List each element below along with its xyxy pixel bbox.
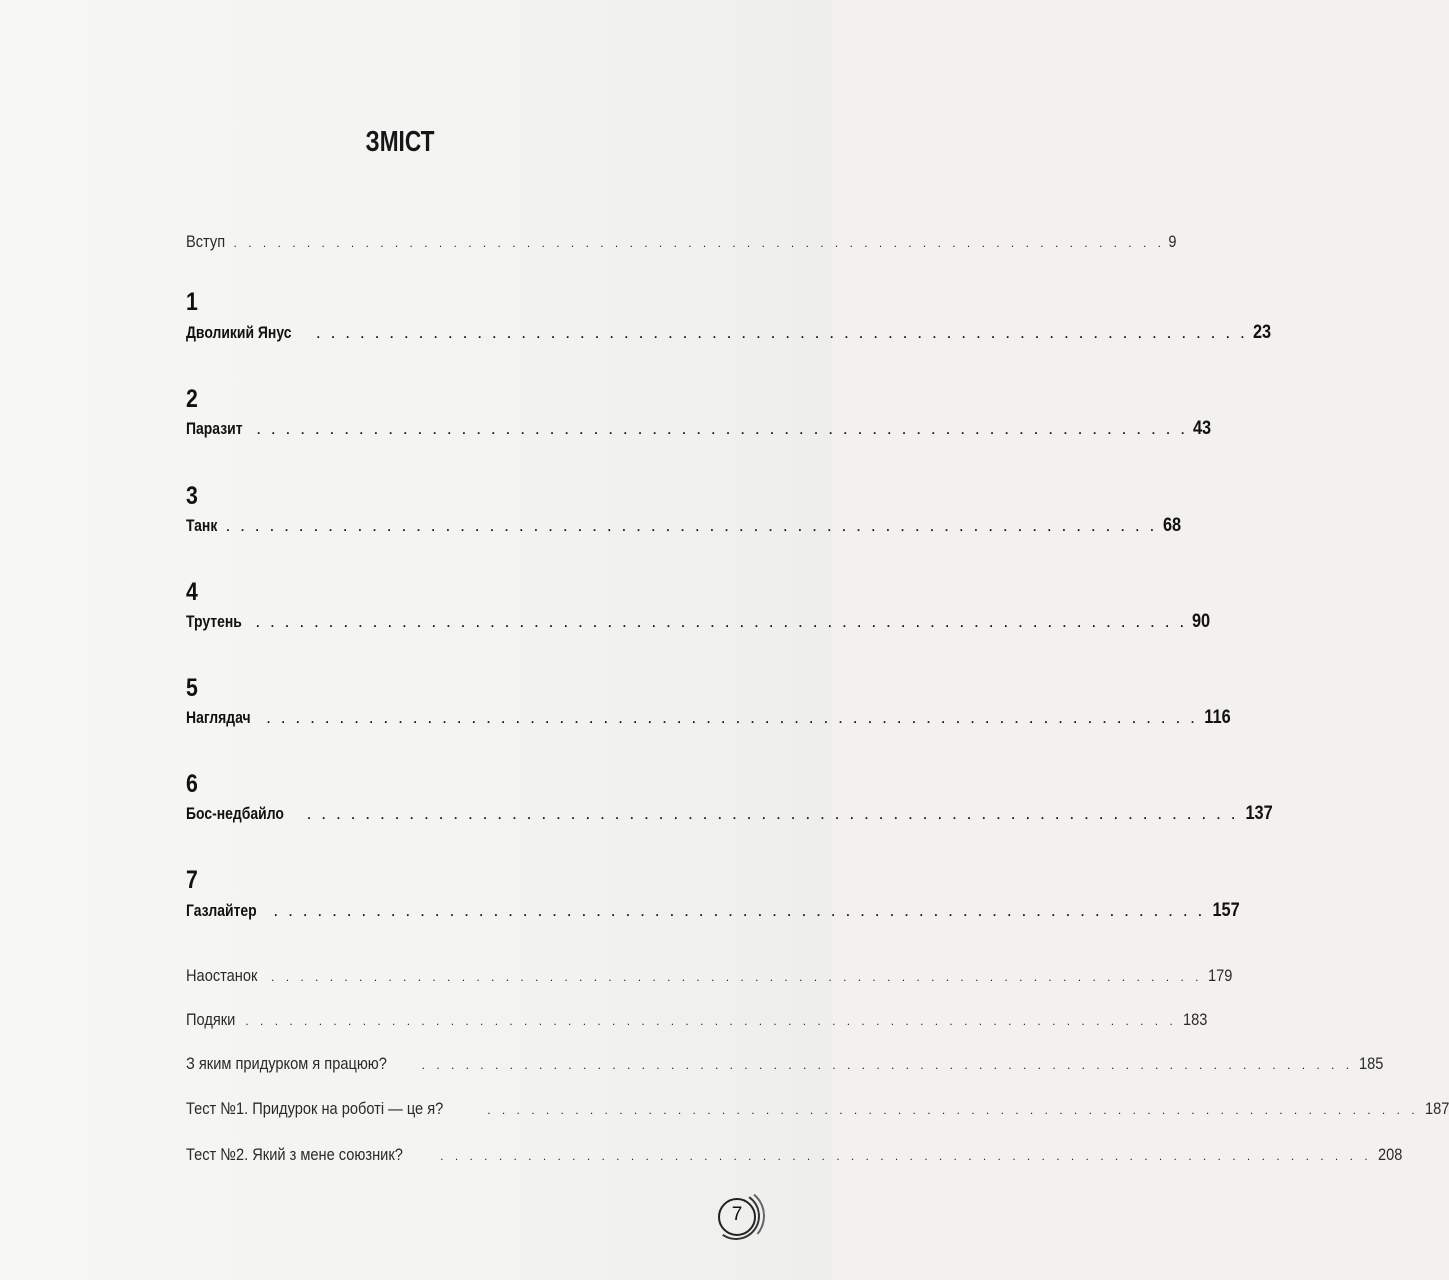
dot-leader: . . . . . . . . . . . . . . . . . . . . . . . . . . . . . . . . . . . . . . . . . . . . . . . . . . . . . . . . . . . . . . . . (487, 1103, 1419, 1117)
page-title: ЗМІСТ (365, 126, 435, 158)
dot-leader: . . . . . . . . . . . . . . . . . . . . . . . . . . . . . . . . . . . . . . . . . . . . . . . . . . . . . . . . . . . . . . . . (440, 1149, 1372, 1163)
dot-leader: . . . . . . . . . . . . . . . . . . . . . . . . . . . . . . . . . . . . . . . . . . . . . . . . . . . . . . . . . . . . . . . . (274, 905, 1206, 919)
toc-entry-intro[interactable] (186, 232, 1177, 252)
toc-entry-label: Бос-недбайло (186, 804, 284, 823)
toc-entry-page: 116 (1204, 707, 1231, 728)
dot-leader: . . . . . . . . . . . . . . . . . . . . . . . . . . . . . . . . . . . . . . . . . . . . . . . . . . . . . . . . . . . . . . . . (256, 616, 1188, 630)
toc-entry-page: 9 (1168, 232, 1177, 251)
dot-leader: . . . . . . . . . . . . . . . . . . . . . . . . . . . . . . . . . . . . . . . . . . . . . . . . . . . . . . . . . . . . . . . . (233, 236, 1165, 250)
toc-entry-appendix[interactable] (186, 1010, 1208, 1030)
toc-entry-chapter[interactable] (186, 322, 1272, 344)
toc-entry-label: Паразит (186, 419, 243, 438)
toc-entry-page: 179 (1208, 966, 1233, 985)
toc-entry-chapter[interactable] (186, 803, 1273, 825)
page-number: 7 (731, 1204, 743, 1225)
toc-entry-label: Наостанок (186, 966, 258, 985)
toc-entry-page: 137 (1245, 803, 1273, 824)
toc-entry-label: Трутень (186, 612, 242, 631)
toc-entry-label: Подяки (186, 1010, 236, 1029)
toc-entry-label: Газлайтер (186, 901, 257, 920)
toc-entry-label: Танк (186, 516, 218, 535)
chapter-number: 2 (186, 385, 198, 413)
toc-entry-appendix[interactable] (186, 1099, 1449, 1119)
toc-entry-chapter[interactable] (186, 515, 1181, 537)
toc-entry-page: 23 (1253, 322, 1272, 343)
toc-entry-appendix[interactable] (186, 1054, 1384, 1074)
chapter-number: 3 (186, 482, 198, 510)
toc-entry-page: 187 (1424, 1099, 1449, 1118)
toc-entry-appendix[interactable] (186, 1145, 1402, 1165)
toc-entry-page: 43 (1193, 418, 1212, 439)
chapter-number: 6 (186, 770, 198, 798)
chapter-number: 1 (186, 288, 198, 316)
chapter-number: 7 (186, 866, 198, 894)
chapter-number: 5 (186, 674, 198, 702)
toc-entry-label: Дволикий Янус (186, 323, 292, 342)
toc-entry-label: З яким придурком я працюю? (186, 1054, 387, 1073)
dot-leader: . . . . . . . . . . . . . . . . . . . . . . . . . . . . . . . . . . . . . . . . . . . . . . . . . . . . . . . . . . . . . . . . (256, 423, 1189, 437)
toc-entry-page: 90 (1192, 611, 1211, 632)
toc-entry-chapter[interactable] (186, 611, 1211, 633)
dot-leader: . . . . . . . . . . . . . . . . . . . . . . . . . . . . . . . . . . . . . . . . . . . . . . . . . . . . . . . . . . . . . . . . (421, 1058, 1354, 1072)
toc-entry-chapter[interactable] (186, 900, 1240, 922)
chapter-number: 4 (186, 578, 198, 606)
dot-leader: . . . . . . . . . . . . . . . . . . . . . . . . . . . . . . . . . . . . . . . . . . . . . . . . . . . . . . . . . . . . . . . . (245, 1014, 1177, 1028)
dot-leader: . . . . . . . . . . . . . . . . . . . . . . . . . . . . . . . . . . . . . . . . . . . . . . . . . . . . . . . . . . . . . . . . (271, 970, 1203, 984)
dot-leader: . . . . . . . . . . . . . . . . . . . . . . . . . . . . . . . . . . . . . . . . . . . . . . . . . . . . . . . . . . . . . . . . (226, 520, 1158, 534)
dot-leader: . . . . . . . . . . . . . . . . . . . . . . . . . . . . . . . . . . . . . . . . . . . . . . . . . . . . . . . . . . . . . . . . (266, 712, 1199, 726)
page-number-badge (716, 1196, 756, 1236)
toc-entry-page: 185 (1359, 1054, 1384, 1073)
toc-entry-page: 157 (1212, 900, 1240, 921)
toc-entry-appendix[interactable] (186, 966, 1233, 986)
toc-entry-label: Тест №1. Придурок на роботі — це я? (186, 1099, 444, 1118)
toc-entry-page: 68 (1162, 515, 1181, 536)
toc-entry-page: 208 (1377, 1145, 1402, 1164)
toc-entry-chapter[interactable] (186, 707, 1231, 729)
toc-entry-chapter[interactable] (186, 418, 1212, 440)
toc-entry-label: Наглядач (186, 708, 251, 727)
dot-leader: . . . . . . . . . . . . . . . . . . . . . . . . . . . . . . . . . . . . . . . . . . . . . . . . . . . . . . . . . . . . . . . . (316, 327, 1249, 341)
toc-entry-label: Вступ (186, 232, 226, 251)
toc-entry-label: Тест №2. Який з мене союзник? (186, 1145, 403, 1164)
toc-entry-page: 183 (1182, 1010, 1208, 1029)
dot-leader: . . . . . . . . . . . . . . . . . . . . . . . . . . . . . . . . . . . . . . . . . . . . . . . . . . . . . . . . . . . . . . . . (307, 808, 1239, 822)
